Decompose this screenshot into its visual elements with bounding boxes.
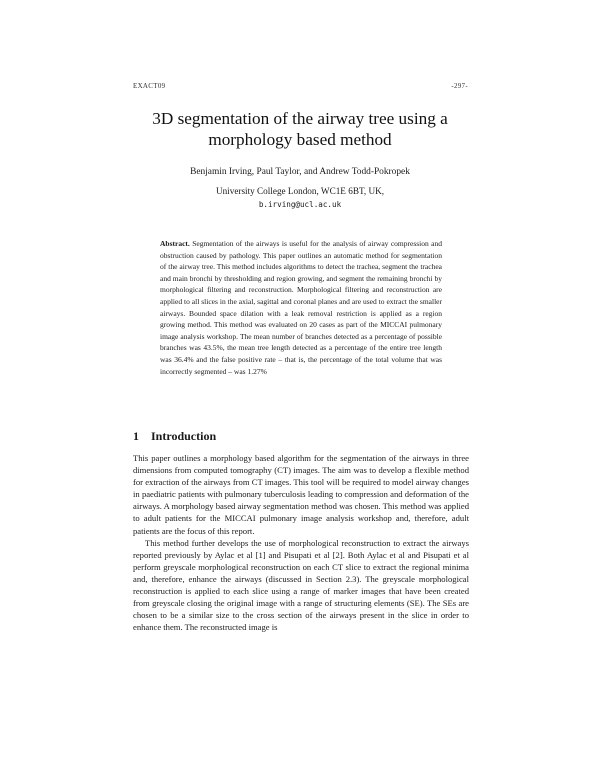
paper-title: 3D segmentation of the airway tree using a morphology based method	[152, 109, 448, 149]
abstract	[160, 238, 442, 377]
running-head: EXACT09	[133, 82, 166, 90]
section-heading	[133, 429, 216, 444]
page-number: -297-	[451, 82, 468, 90]
section-body	[133, 452, 469, 633]
authors: Benjamin Irving, Paul Taylor, and Andrew Todd-Pokropek	[190, 167, 410, 177]
abstract-text: Segmentation of the airways is useful for the analysis of airway compression and obstruction caused by pathology. This paper outlines an automatic method for segmentation of the airway tree. This method includes algorithms to detect the trachea, segment the trachea and main bronchi by thresholding and region growing, and segment the remaining bronchi by morphological filtering and reconstruction. Morphological filtering and reconstruction are applied to all slices in the axial, sagittal and coronal planes and are used to extract the smaller airways. Bounded space dilation with a leak removal restriction is applied as a region growing method. This method was evaluated on 20 cases as part of the MICCAI pulmonary image analysis workshop. The mean number of branches detected as a percentage of possible branches was 43.5%, the mean tree length detected as a percentage of the entire tree length was 36.4% and the false positive rate – that is, the percentage of the total volume that was incorrectly segmented – was 1.27%	[160, 239, 442, 376]
paragraph: This method further develops the use of morphological reconstruction to extract the airways reported previously by Aylac et al [1] and Pisupati et al [2]. Both Aylac et al and Pisupati et al perform greyscale morphological reconstruction on each CT slice to extract the regional minima and, therefore, enhance the airways (discussed in Section 2.3). The greyscale morphological reconstruction is applied to each slice using a range of marker images that have been created from greyscale closing the original image with a range of structuring elements (SE). The SEs are chosen to be a similar size to the cross section of the airways present in the slice in order to enhance them. The reconstructed image is	[133, 537, 469, 633]
paragraph: This paper outlines a morphology based algorithm for the segmentation of the airways in three dimensions from computed tomography (CT) images. The aim was to develop a flexible method for extraction of the airways from CT images. This tool will be required to model airway changes in paediatric patients with pulmonary tuberculosis leading to compression and deformation of the airways. A morphology based airway segmentation method was chosen. This method was applied to adult patients for the MICCAI pulmonary image analysis workshop and, therefore, adult patients are the focus of this report.	[133, 453, 469, 536]
section-title: Introduction	[151, 429, 217, 443]
author-email[interactable]: b.irving@ucl.ac.uk	[258, 200, 342, 209]
section-number: 1	[133, 429, 139, 443]
abstract-label: Abstract.	[160, 239, 190, 248]
affiliation: University College London, WC1E 6BT, UK,	[215, 186, 385, 196]
